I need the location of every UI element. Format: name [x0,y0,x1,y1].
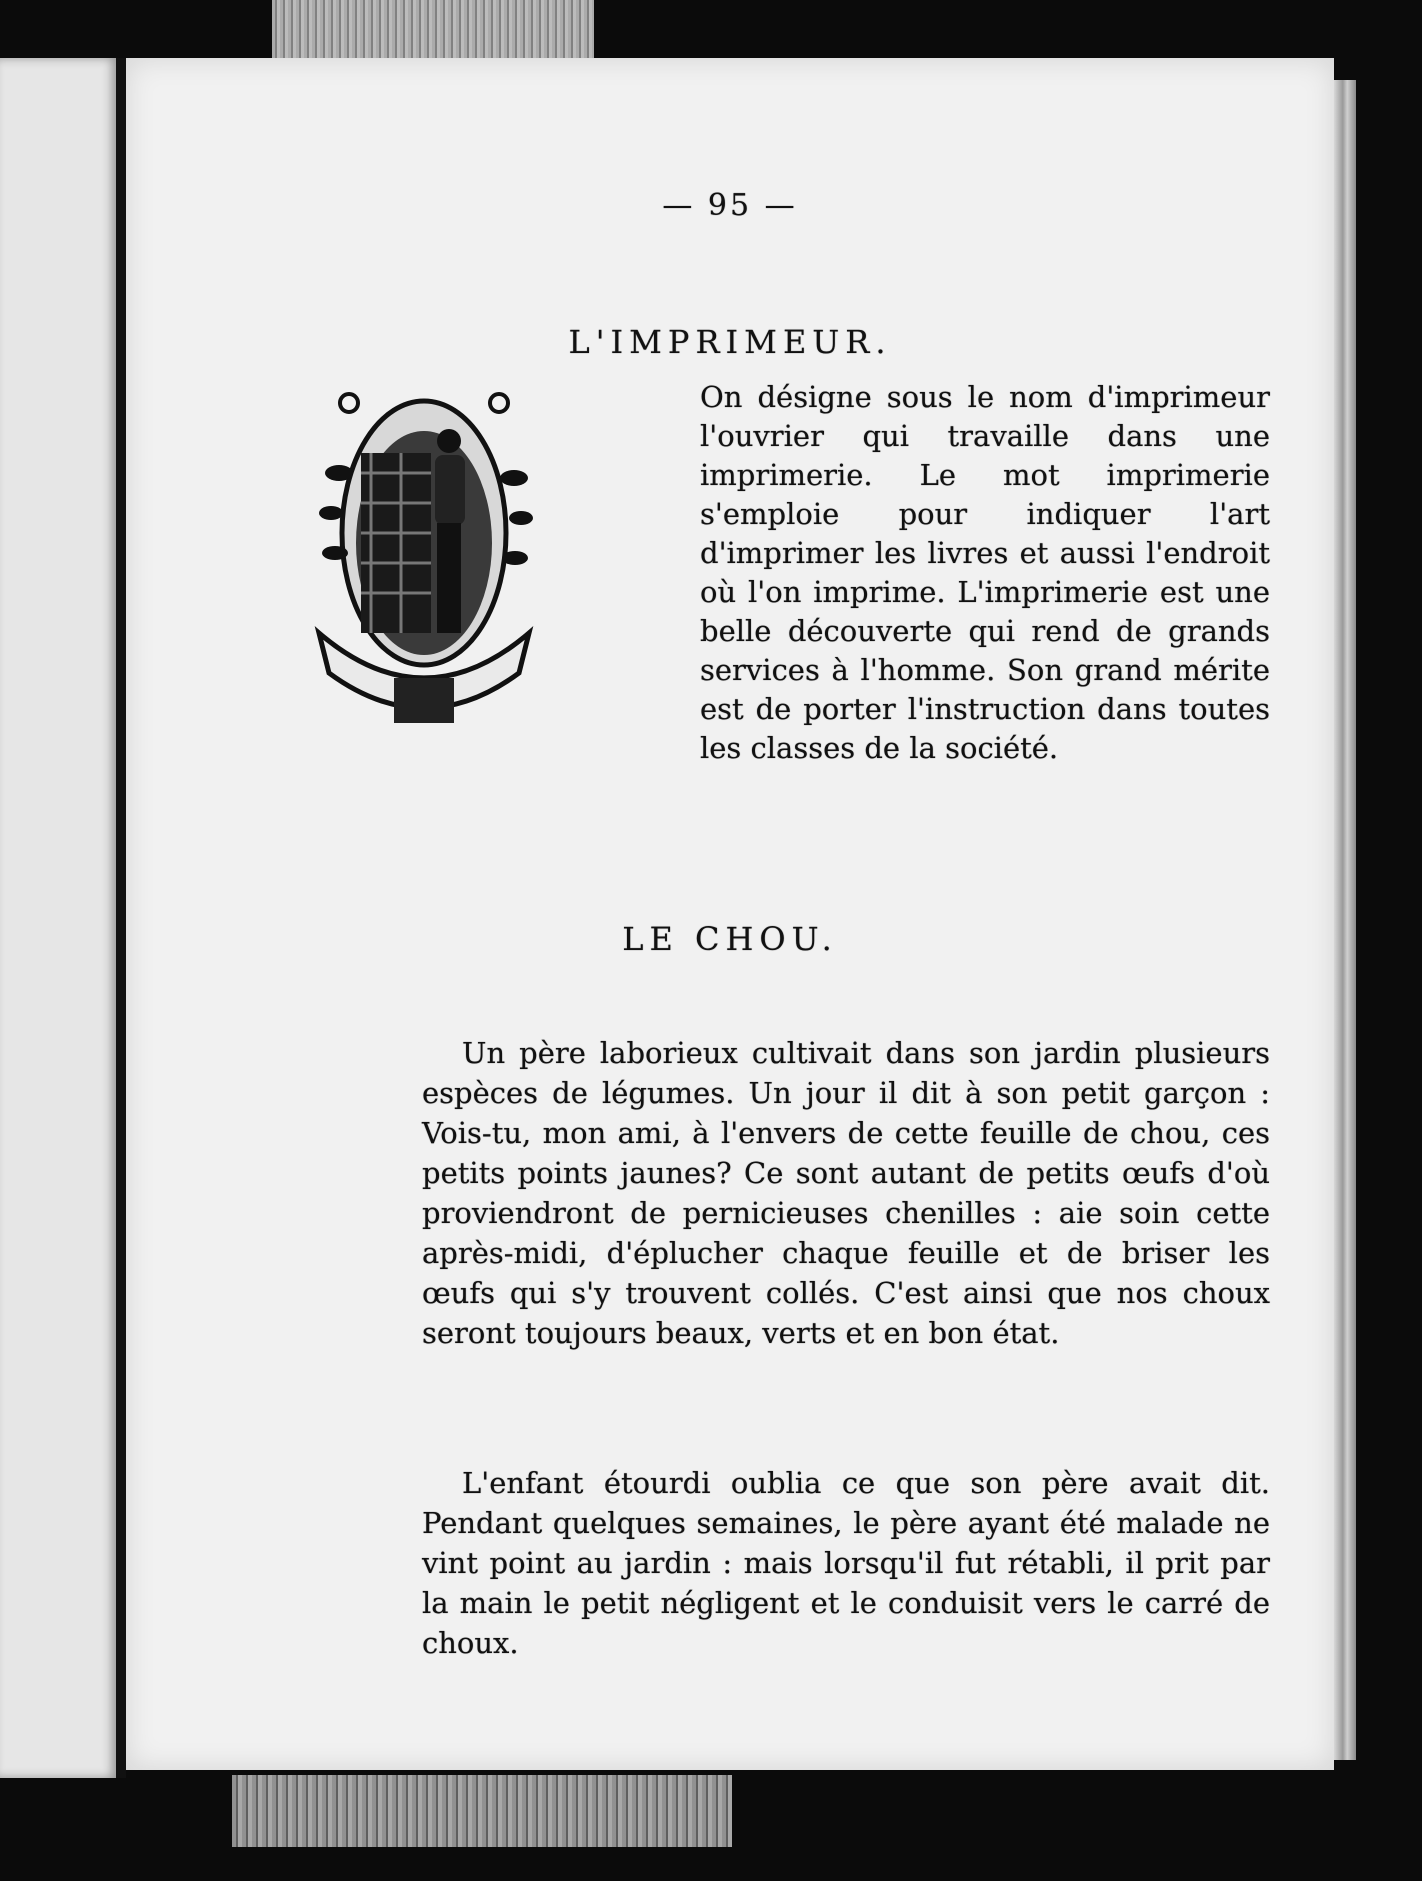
page-stack-edge [1334,80,1356,1760]
scan-border-top [272,0,594,62]
section-heading-imprimeur: L'IMPRIMEUR. [568,322,892,361]
illustration-spacer [422,378,700,768]
scan-border-bottom [232,1775,732,1847]
imprimeur-paragraph [422,378,1270,768]
chou-paragraph-2: L'enfant étourdi oublia ce que son père avait dit. Pendant quelques semaines, le père ayant été malade ne vint point au jardin : mais lorsqu'il fut rétabli, il prit par la main le petit négligent et le conduisit vers le carré de choux. [422,1466,1270,1660]
book-page [126,58,1334,1770]
section-heading-chou: LE CHOU. [622,919,838,958]
imprimeur-text: On désigne sous le nom d'imprimeur l'ouvrier qui travaille dans une imprimerie. Le mot imprimerie s'emploie pour indiquer l'art d'imprimer les livres et aussi l'endroit où l'on imprime. L'imprimerie est une belle découverte qui rend de grands services à l'homme. Son grand mérite est de porter l'instruction dans toutes les classes de la société. [700,380,1270,765]
page-number: — 95 — [662,188,798,223]
facing-page-edge [0,58,118,1778]
book-gutter [116,58,126,1778]
chou-paragraph-1: Un père laborieux cultivait dans son jardin plusieurs espèces de légumes. Un jour il dit à son petit garçon : Vois-tu, mon ami, à l'envers de cette feuille de chou, ces petits points jaunes? Ce sont autant de petits œufs d'où proviendront de pernicieuses chenilles : aie soin cette après-midi, d'éplucher chaque feuille et de briser les œufs qui s'y trouvent collés. C'est ainsi que nos choux seront toujours beaux, verts et en bon état. [422,1036,1270,1350]
